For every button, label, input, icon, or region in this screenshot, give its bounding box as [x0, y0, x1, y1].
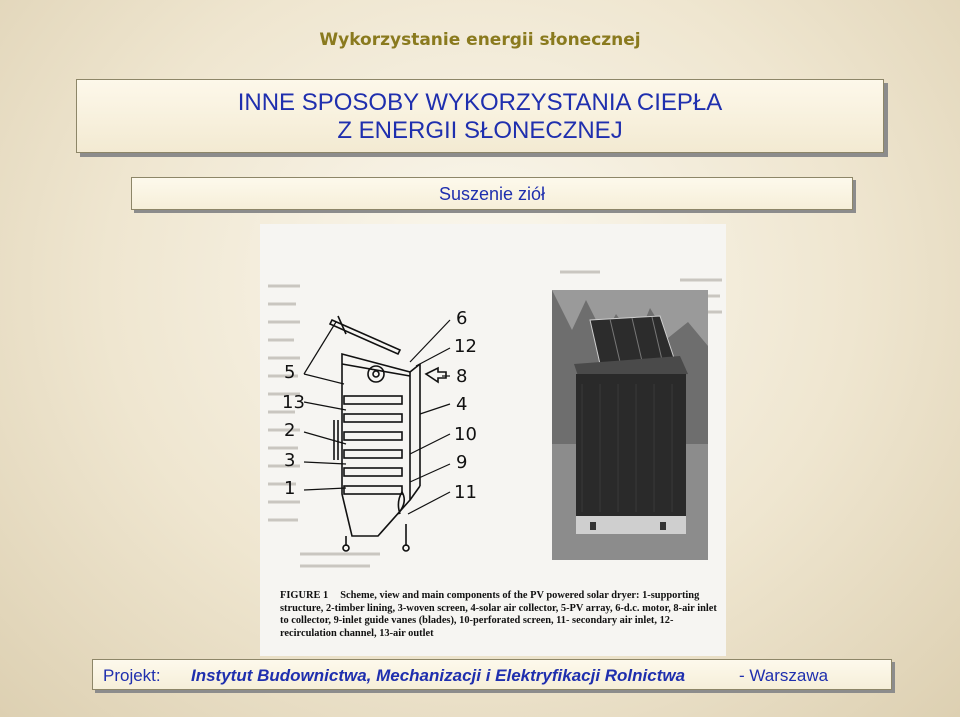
callout-11: 11: [454, 482, 477, 503]
figure-caption-label: FIGURE 1: [280, 590, 329, 601]
title-line-2: Z ENERGII SŁONECZNEJ: [337, 117, 623, 144]
footer-label: Projekt:: [103, 666, 161, 685]
callout-6: 6: [456, 308, 468, 329]
callout-3: 3: [284, 450, 296, 471]
title-line-1: INNE SPOSOBY WYKORZYSTANIA CIEPŁA: [237, 89, 723, 116]
callout-1: 1: [284, 478, 296, 499]
callout-10: 10: [454, 424, 477, 445]
footer-box: [92, 659, 892, 690]
callout-13: 13: [282, 392, 305, 413]
title-box: [76, 79, 884, 153]
callout-leaders: [304, 320, 450, 514]
dryer-scheme: [330, 316, 446, 551]
callout-9: 9: [456, 452, 468, 473]
slide-header: Wykorzystanie energii słonecznej: [319, 30, 641, 50]
dryer-photo: [552, 290, 708, 560]
subtitle-box: Suszenie ziół: [131, 177, 853, 210]
callout-8: 8: [456, 366, 468, 387]
figure-caption-text: Scheme, view and main components of the PV powered solar dryer: 1-supporting structure, 2-timber lining, 3-woven screen, 4-solar air collector, 5-PV array, 6-d.c. motor, 8-air inlet to collector, 9-inlet guide vanes (blades), 10-perforated screen, 11- secondary air inlet, 12-recirculation channel, 13-air outlet: [280, 590, 717, 639]
callout-4: 4: [456, 394, 468, 415]
figure-caption: [280, 590, 720, 640]
dryer-illustration: [260, 224, 726, 590]
callout-2: 2: [284, 420, 296, 441]
callout-12: 12: [454, 336, 477, 357]
figure-image: [260, 224, 726, 656]
footer-city: - Warszawa: [739, 666, 829, 685]
footer-institution: Instytut Budownictwa, Mechanizacji i Elektryfikacji Rolnictwa: [191, 666, 686, 685]
callout-5: 5: [284, 362, 296, 383]
